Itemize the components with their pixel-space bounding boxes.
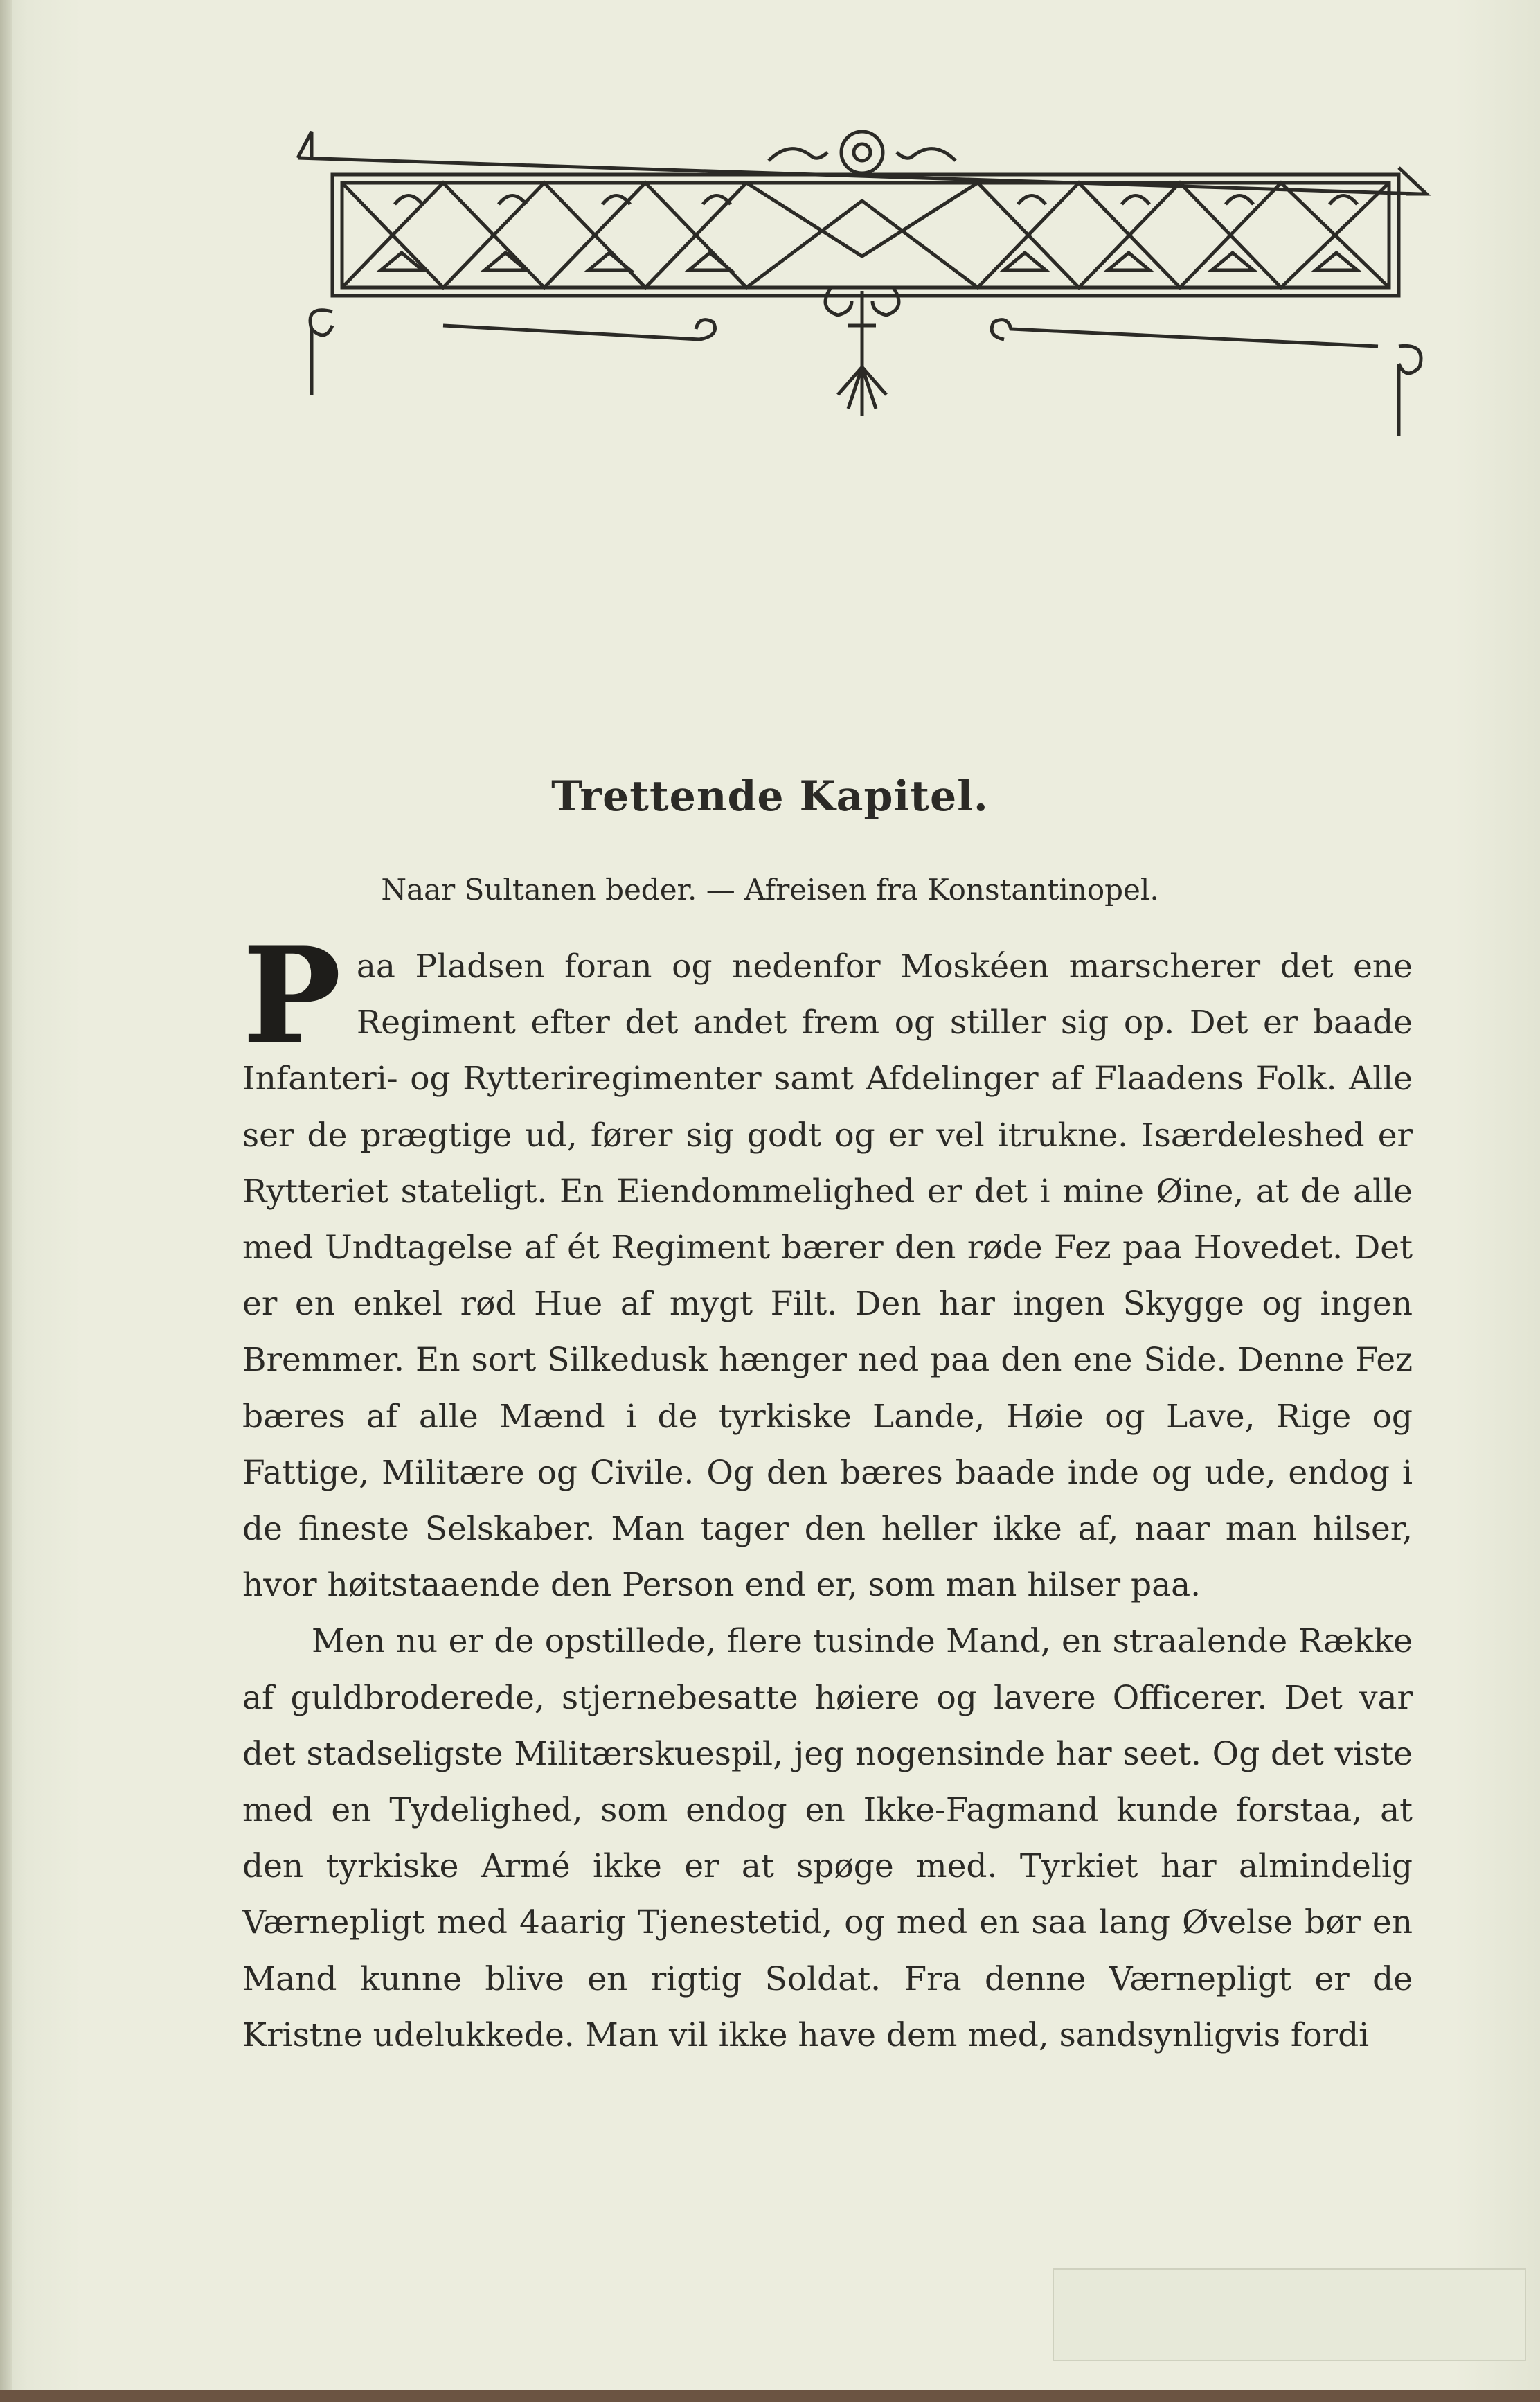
paragraph <box>242 918 1413 1613</box>
library-stamp-area <box>1053 2268 1526 2361</box>
paragraph-text: aa Pladsen foran og nedenfor Moskéen marscherer det ene Regiment efter det andet frem og stiller sig op. Det er baade Infanteri- og Rytteriregimenter samt Afdelinger af Flaadens Folk. Alle ser de prægtige ud, fører sig godt og er vel itrukne. Isærdeleshed er Rytteriet stateligt. En Eiendommelighed er det i mine Øine, at de alle med Undtagelse af ét Regiment bærer den røde Fez paa Hovedet. Det er en enkel rød Hue af mygt Filt. Den har ingen Skygge og ingen Bremmer. En sort Silkedusk hænger ned paa den ene Side. Denne Fez bæres af alle Mænd i de tyrkiske Lande, Høie og Lave, Rige og Fattige, Militære og Civile. Og den bæres baade inde og ude, endog i de fineste Selskaber. Man tager den heller ikke af, naar man hilser, hvor høitstaaende den Person end er, som man hilser paa. <box>242 948 1413 1605</box>
page-binding-edge <box>0 0 12 2402</box>
page-bottom-edge <box>0 2390 1540 2402</box>
drop-cap: P <box>242 918 341 1073</box>
chapter-title: Trettende Kapitel. <box>551 772 989 821</box>
chapter-body <box>242 918 1413 2063</box>
chapter-header-ornament <box>284 118 1440 443</box>
paragraph: Men nu er de opstillede, flere tusinde Mand, en straalende Række af guldbroderede, stjernebesatte høiere og lavere Officerer. Det var det stadseligste Militærskuespil, jeg nogensinde har seet. Og det viste med en Tydelighed, som endog en Ikke-Fagmand kunde forstaa, at den tyrkiske Armé ikke er at spøge med. Tyrkiet har almindelig Værnepligt med 4aarig Tjenestetid, og med en saa lang Øvelse bør en Mand kunne blive en rigtig Soldat. Fra denne Værnepligt er de Kristne udelukkede. Man vil ikke have dem med, sandsynligvis fordi <box>242 1622 1413 2054</box>
chapter-subtitle: Naar Sultanen beder. — Afreisen fra Konstantinopel. <box>381 873 1159 907</box>
